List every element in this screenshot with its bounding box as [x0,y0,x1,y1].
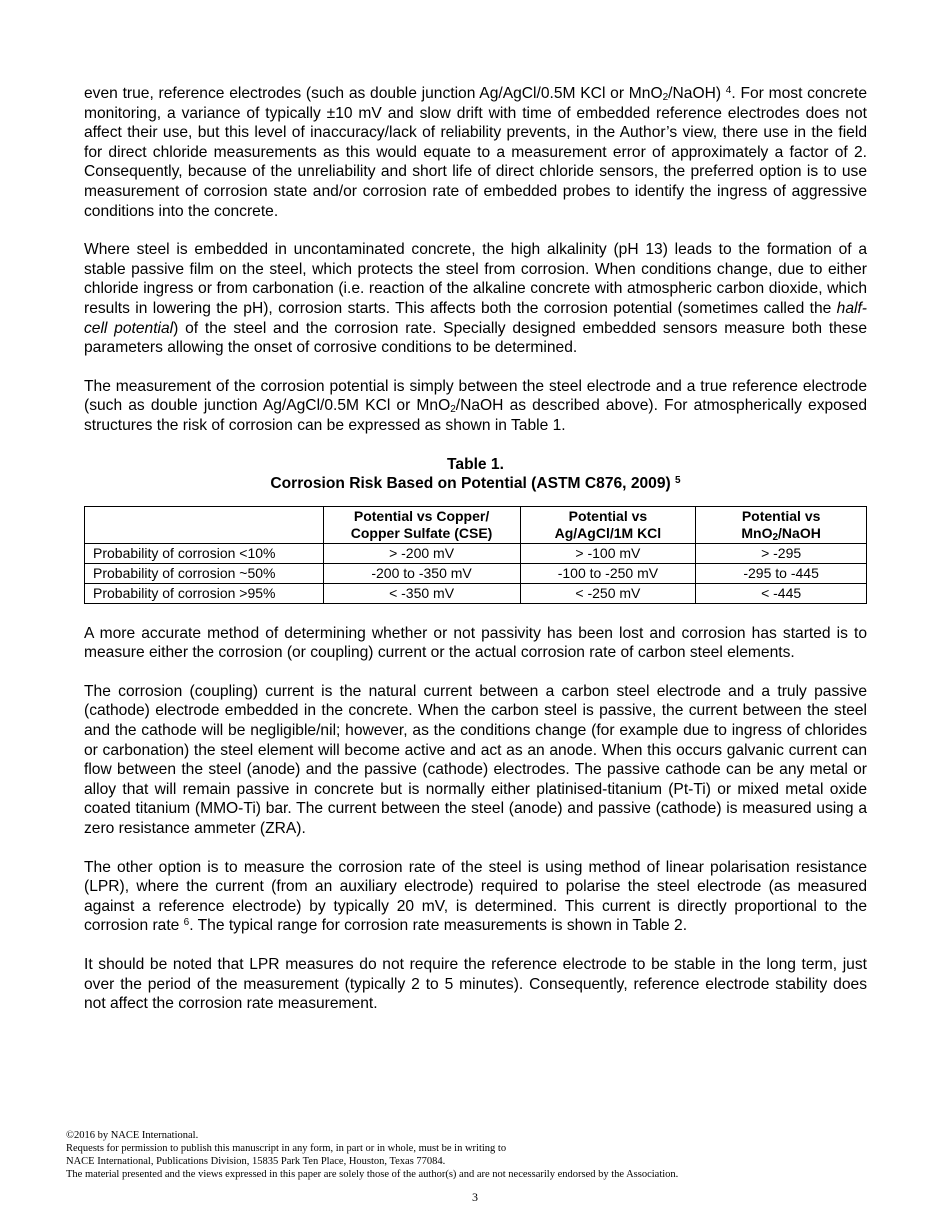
footer-permission: Requests for permission to publish this manuscript in any form, in part or in whole, must be in writing to [66,1143,507,1154]
cell-mno2: -295 to -445 [696,563,867,583]
page-number: 3 [472,1190,478,1204]
cell-cse: -200 to -350 mV [323,563,520,583]
cell-cse: < -350 mV [323,583,520,603]
footer-address: NACE International, Publications Division, 15835 Park Ten Place, Houston, Texas 77084. [66,1156,446,1167]
table-title: Table 1. [447,455,504,473]
copyright-footer [66,1129,884,1181]
row-label: Probability of corrosion <10% [85,543,324,563]
table-row [85,583,867,603]
table-header-agcl: Potential vs Ag/AgCl/1M KCl [520,506,696,543]
cell-agcl: < -250 mV [520,583,696,603]
cell-cse: > -200 mV [323,543,520,563]
paragraph-lpr: The other option is to measure the corrosion rate of the steel is using method of linear polarisation resistance (LPR), where the current (from an auxiliary electrode) required to polarise the steel electrode (as measured against a reference electrode) by typically 20 mV, is determined. This current is directly proportional to the corrosion rate $^6$. The typical range for corrosion rate measurements is shown in Table 2. [84,858,867,935]
row-label: Probability of corrosion ~50% [85,563,324,583]
paragraph-corrosion-potential: The measurement of the corrosion potential is simply between the steel electrode and a true reference electrode (such as double junction Ag/AgCl/0.5M KCl or MnO$_2$/NaOH as described above). For atmospherically exposed structures the risk of corrosion can be expressed as shown in Table 1. [84,377,867,434]
cell-agcl: > -100 mV [520,543,696,563]
table-header-cse: Potential vs Copper/ Copper Sulfate (CSE) [323,506,520,543]
citation-superscript: 6 [183,917,190,929]
paragraph-passive-film: Where steel is embedded in uncontaminated concrete, the high alkalinity (pH 13) leads to the formation of a stable passive film on the steel, which protects the steel from corrosion. When conditions change, due to either chloride ingress or from carbonation (i.e. reaction of the alkaline concrete with atmospheric carbon dioxide, which results in lowering the pH), corrosion starts. This affects both the corrosion potential (sometimes called the half-cell potential) of the steel and the corrosion rate. Specially designed embedded sensors measure both these parameters allowing the onset of corrosive conditions to be determined. [84,241,868,357]
table-subtitle: Corrosion Risk Based on Potential (ASTM C876, 2009) $^5$ [270,475,681,493]
cell-mno2: > -295 [696,543,867,563]
footer-disclaimer: The material presented and the views expressed in this paper are solely those of the author(s) and are not necessarily endorsed by the Association. [66,1169,679,1180]
table-header-row [85,506,867,543]
cell-mno2: < -445 [696,583,867,603]
paragraph-reference-electrodes: even true, reference electrodes (such as double junction Ag/AgCl/0.5M KCl or MnO$_2$/NaOH) $^4$. For most concrete monitoring, a variance of typically ±10 mV and slow drift with time of embedded reference electrodes does not affect their use, but this level of inaccuracy/lack of reliability prevents, in the Author’s view, there use in the field for direct chloride measurements as this would equate to a measurement error of approximately a factor of 2. Consequently, because of the unreliability and short life of direct chloride sensors, the preferred option is to use measurement of corrosion state and/or corrosion rate of embedded probes to identify the ingress of aggressive conditions into the concrete. [84,85,867,220]
table-header-empty [85,506,324,543]
paragraph-coupling-current: The corrosion (coupling) current is the natural current between a carbon steel electrode and a truly passive (cathode) electrode embedded in the concrete. When the carbon steel is passive, the current between the steel and the cathode will be negligible/nil; however, as the conditions change (for example due to ingress of chlorides or carbonation) the steel element will become active and act as an anode. When this occurs galvanic current can flow between the steel (anode) and the passive (cathode) electrodes. The passive cathode can be any metal or alloy that will remain passive in concrete but is normally either platinised-titanium (Pt-Ti) or mixed metal oxide coated titanium (MMO-Ti) bar. The current between the steel (anode) and passive (cathode) is measured using a zero resistance ammeter (ZRA). [84,682,867,838]
table-caption [84,455,867,494]
table-row [85,543,867,563]
corrosion-risk-table [84,506,867,604]
page-body [84,84,867,1033]
cell-agcl: -100 to -250 mV [520,563,696,583]
table-header-mno2: Potential vs MnO$_2$/NaOH [696,506,867,543]
table-row [85,563,867,583]
paragraph-lpr-stability: It should be noted that LPR measures do not require the reference electrode to be stable in the long term, just over the period of the measurement (typically 2 to 5 minutes). Consequently, reference electrode stability does not affect the corrosion rate measurement. [84,956,867,1013]
citation-superscript: 4 [725,85,732,96]
footer-copyright: ©2016 by NACE International. [66,1130,199,1141]
paragraph-passivity-lost: A more accurate method of determining whether or not passivity has been lost and corrosion has started is to measure either the corrosion (or coupling) current or the actual corrosion rate of carbon steel elements. [84,624,867,662]
row-label: Probability of corrosion >95% [85,583,324,603]
